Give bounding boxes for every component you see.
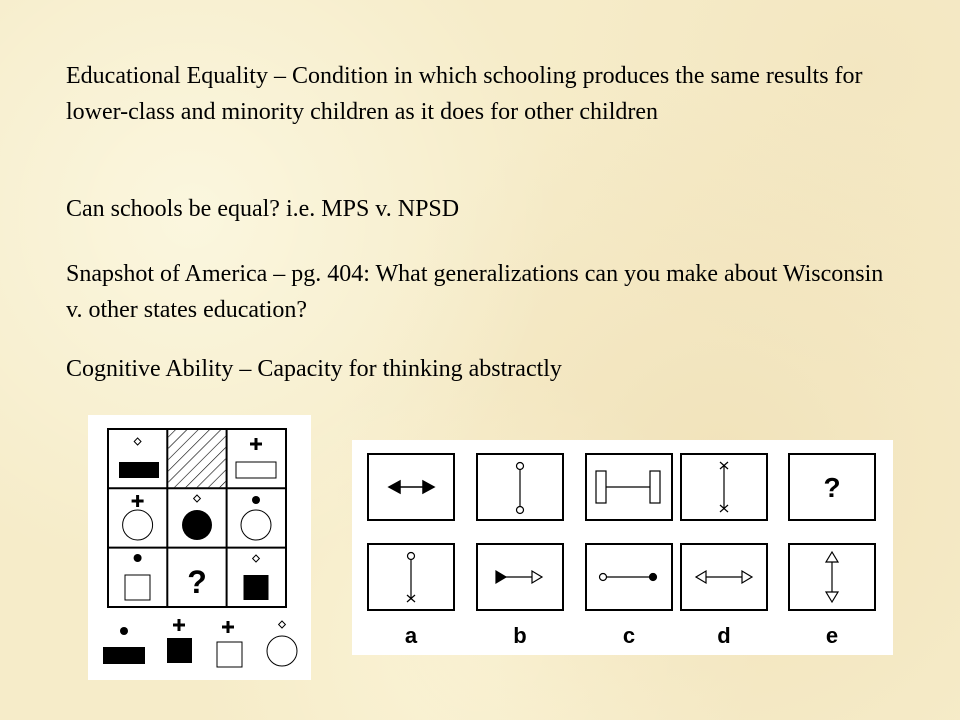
plus-icon bbox=[173, 619, 185, 631]
option-e-icon bbox=[826, 552, 838, 602]
answer-label-d: d bbox=[717, 623, 731, 648]
dot-icon bbox=[120, 627, 128, 635]
matrix-option-2 bbox=[167, 619, 192, 663]
answer-label-c: c bbox=[622, 623, 636, 648]
barbell-rectangles-icon bbox=[596, 471, 660, 503]
circle-icon bbox=[182, 510, 212, 540]
rectangle-icon bbox=[236, 462, 276, 478]
option-d-icon bbox=[696, 571, 752, 583]
circle-icon bbox=[123, 510, 153, 540]
square-icon bbox=[167, 638, 192, 663]
matrix-option-4 bbox=[267, 621, 297, 666]
matrix-question-mark: ? bbox=[187, 564, 207, 600]
cell-r1c3 bbox=[236, 438, 276, 478]
matrix-option-3 bbox=[217, 621, 242, 667]
cell-r3c1 bbox=[125, 554, 150, 600]
diamond-icon bbox=[279, 621, 286, 628]
cell-r2c2 bbox=[182, 495, 212, 540]
definition-cognitive-ability: Cognitive Ability – Capacity for thinking abstractly bbox=[66, 356, 562, 382]
question-schools-equal: Can schools be equal? i.e. MPS v. NPSD bbox=[66, 196, 460, 222]
circle-icon bbox=[267, 636, 297, 666]
vertical-line-circles-icon bbox=[517, 463, 524, 514]
option-c-icon bbox=[600, 574, 657, 581]
plus-icon bbox=[250, 438, 262, 450]
hatched-cell bbox=[168, 430, 225, 487]
answer-label-b: b bbox=[513, 623, 527, 648]
definition-educational-equality: Educational Equality – Condition in which schooling produces the same results for lower-class and minority children as it does for other children bbox=[66, 63, 863, 125]
cell-r1c1 bbox=[119, 438, 159, 478]
option-b-icon bbox=[496, 571, 542, 583]
plus-icon bbox=[132, 495, 144, 507]
vertical-line-x-icon bbox=[720, 462, 728, 512]
option-a-icon bbox=[407, 553, 415, 603]
square-icon bbox=[125, 575, 150, 600]
matrix-option-1 bbox=[103, 627, 145, 664]
analogy-question-mark: ? bbox=[823, 472, 841, 503]
snapshot-of-america-prompt: Snapshot of America – pg. 404: What generalizations can you make about Wisconsin v. other states education? bbox=[66, 261, 884, 323]
square-icon bbox=[244, 575, 269, 600]
matrix-reasoning-figure bbox=[88, 415, 311, 680]
diamond-icon bbox=[134, 438, 141, 445]
circle-icon bbox=[241, 510, 271, 540]
dot-icon bbox=[252, 496, 260, 504]
plus-icon bbox=[222, 621, 234, 633]
answer-label-e: e bbox=[825, 623, 839, 648]
diamond-icon bbox=[253, 555, 260, 562]
cell-r2c1 bbox=[123, 495, 153, 540]
rectangle-icon bbox=[119, 462, 159, 478]
cell-r3c3 bbox=[244, 555, 269, 600]
analogy-reasoning-figure bbox=[352, 440, 893, 655]
dot-icon bbox=[134, 554, 142, 562]
line-inward-triangles-icon bbox=[389, 481, 434, 493]
square-icon bbox=[217, 642, 242, 667]
answer-label-a: a bbox=[404, 623, 418, 648]
diamond-icon bbox=[194, 495, 201, 502]
cell-r2c3 bbox=[241, 496, 271, 540]
rectangle-icon bbox=[103, 647, 145, 664]
